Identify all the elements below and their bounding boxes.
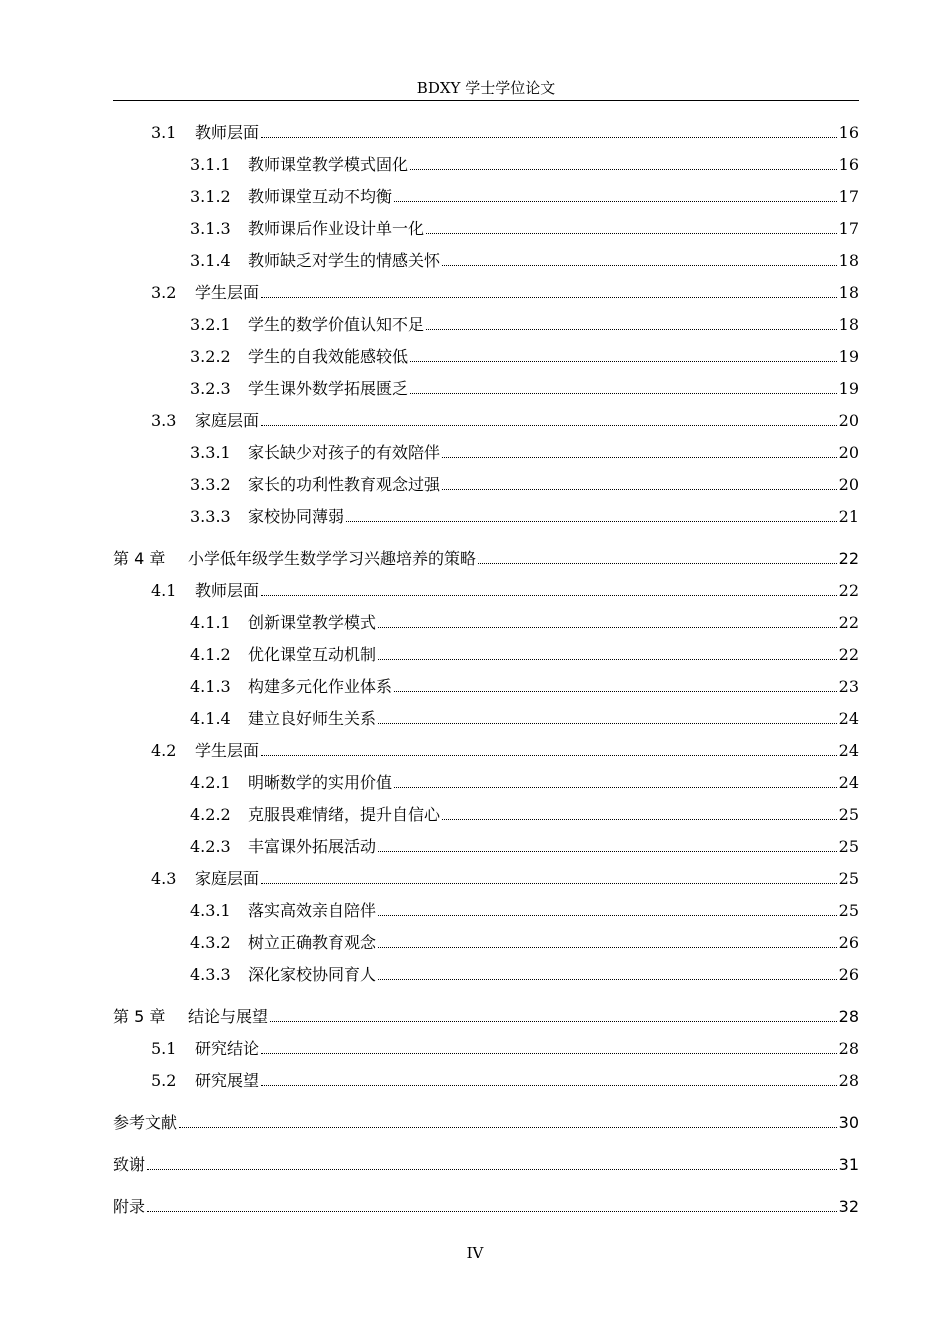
toc-entry-page: 18 [838, 283, 859, 302]
toc-entry-number: 4.3.2 [190, 933, 231, 952]
toc-entry-page: 25 [838, 869, 859, 888]
toc-entry-title: 教师层面 [195, 581, 260, 600]
toc-entry-number: 4.2 [151, 741, 177, 760]
toc-entry[interactable] [190, 799, 859, 825]
toc-entry-page: 32 [838, 1197, 859, 1216]
dot-leader [378, 914, 837, 916]
dot-leader [378, 978, 837, 980]
toc-entry-number: 4.1 [151, 581, 177, 600]
toc-entry[interactable] [190, 671, 859, 697]
toc-entry-page: 19 [838, 379, 859, 398]
toc-entry-title: 小学低年级学生数学学习兴趣培养的策略 [188, 549, 477, 568]
toc-entry-page: 28 [838, 1071, 859, 1090]
toc-entry-page: 28 [838, 1007, 859, 1026]
toc-entry-page: 16 [838, 123, 859, 142]
toc-entry-page: 16 [838, 155, 859, 174]
toc-entry[interactable] [190, 181, 859, 207]
dot-leader [261, 1084, 837, 1086]
toc-entry[interactable] [190, 341, 859, 367]
toc-entry-number: 3.3.2 [190, 475, 231, 494]
toc-entry-page: 20 [838, 475, 859, 494]
dot-leader [442, 264, 837, 266]
toc-entry-number: 3.3 [151, 411, 177, 430]
toc-entry-number: 4.1.1 [190, 613, 231, 632]
toc-entry-title: 丰富课外拓展活动 [248, 837, 377, 856]
toc-entry-title: 教师课后作业设计单一化 [248, 219, 425, 238]
toc-entry-number: 4.1.3 [190, 677, 231, 696]
toc-entry[interactable] [190, 213, 859, 239]
toc-entry-number: 4.3 [151, 869, 177, 888]
toc-entry-page: 24 [838, 773, 859, 792]
toc-entry[interactable] [151, 277, 859, 303]
toc-entry-title: 建立良好师生关系 [248, 709, 377, 728]
toc-entry-title: 家长缺少对孩子的有效陪伴 [248, 443, 441, 462]
dot-leader [426, 328, 837, 330]
toc-entry-title: 附录 [113, 1197, 146, 1216]
toc-entry-title: 教师缺乏对学生的情感关怀 [248, 251, 441, 270]
toc-entry-title: 结论与展望 [188, 1007, 269, 1026]
toc-entry-page: 26 [838, 965, 859, 984]
toc-entry-title: 教师课堂互动不均衡 [248, 187, 393, 206]
dot-leader [179, 1126, 837, 1128]
toc-entry[interactable] [151, 1033, 859, 1059]
toc-entry[interactable] [190, 703, 859, 729]
dot-leader [394, 690, 837, 692]
toc-entry-title: 家长的功利性教育观念过强 [248, 475, 441, 494]
dot-leader [410, 392, 837, 394]
toc-entry-title: 创新课堂教学模式 [248, 613, 377, 632]
dot-leader [410, 168, 837, 170]
toc-entry-title: 学生层面 [195, 741, 260, 760]
dot-leader [261, 296, 837, 298]
toc-entry-number: 第 5 章 [113, 1007, 166, 1026]
dot-leader [261, 754, 837, 756]
toc-entry-page: 28 [838, 1039, 859, 1058]
dot-leader [378, 658, 837, 660]
toc-entry-title: 明晰数学的实用价值 [248, 773, 393, 792]
toc-entry-page: 19 [838, 347, 859, 366]
toc-entry-number: 3.2.3 [190, 379, 231, 398]
dot-leader [394, 786, 837, 788]
toc-entry-number: 4.1.2 [190, 645, 231, 664]
toc-entry-number: 4.3.3 [190, 965, 231, 984]
toc-entry-title: 构建多元化作业体系 [248, 677, 393, 696]
toc-entry-page: 17 [838, 187, 859, 206]
toc-entry[interactable] [190, 959, 859, 985]
toc-entry-title: 家庭层面 [195, 411, 260, 430]
toc-entry-page: 22 [838, 613, 859, 632]
toc-entry[interactable] [113, 543, 859, 569]
toc-entry-page: 18 [838, 251, 859, 270]
toc-entry[interactable] [190, 895, 859, 921]
toc-entry-number: 4.3.1 [190, 901, 231, 920]
toc-entry-page: 24 [838, 741, 859, 760]
toc-entry-page: 25 [838, 805, 859, 824]
dot-leader [442, 818, 837, 820]
toc-entry[interactable] [151, 1065, 859, 1091]
toc-entry-title: 克服畏难情绪，提升自信心 [248, 805, 441, 824]
toc-entry[interactable] [190, 767, 859, 793]
toc-entry[interactable] [190, 469, 859, 495]
toc-entry-number: 4.1.4 [190, 709, 231, 728]
toc-entry[interactable] [151, 863, 859, 889]
toc-entry[interactable] [113, 1149, 859, 1175]
toc-entry-number: 3.2.1 [190, 315, 231, 334]
dot-leader [261, 594, 837, 596]
toc-entry[interactable] [151, 405, 859, 431]
dot-leader [261, 882, 837, 884]
toc-entry-page: 22 [838, 645, 859, 664]
toc-entry-title: 研究结论 [195, 1039, 260, 1058]
toc-entry-number: 3.1.1 [190, 155, 231, 174]
toc-entry[interactable] [113, 1001, 859, 1027]
toc-entry-page: 22 [838, 549, 859, 568]
dot-leader [261, 1052, 837, 1054]
dot-leader [378, 722, 837, 724]
dot-leader [261, 424, 837, 426]
toc-entry-title: 研究展望 [195, 1071, 260, 1090]
toc-entry-number: 3.1.2 [190, 187, 231, 206]
toc-entry-page: 31 [838, 1155, 859, 1174]
dot-leader [394, 200, 837, 202]
toc-entry-title: 教师课堂教学模式固化 [248, 155, 409, 174]
toc-entry-page: 25 [838, 901, 859, 920]
dot-leader [147, 1210, 837, 1212]
toc-entry[interactable] [151, 117, 859, 143]
dot-leader [147, 1168, 837, 1170]
toc-entry-number: 3.1.4 [190, 251, 231, 270]
toc-entry-number: 3.1.3 [190, 219, 231, 238]
toc-entry[interactable] [190, 373, 859, 399]
toc-entry[interactable] [190, 607, 859, 633]
dot-leader [378, 626, 837, 628]
dot-leader [261, 136, 837, 138]
toc-entry-title: 优化课堂互动机制 [248, 645, 377, 664]
toc-entry-number: 4.2.3 [190, 837, 231, 856]
toc-entry-page: 25 [838, 837, 859, 856]
running-header: BDXY 学士学位论文 [416, 79, 556, 97]
toc-entry[interactable] [190, 149, 859, 175]
toc-entry[interactable] [190, 831, 859, 857]
dot-leader [410, 360, 837, 362]
dot-leader [346, 520, 837, 522]
toc-entry[interactable] [190, 245, 859, 271]
toc-entry-page: 24 [838, 709, 859, 728]
toc-entry[interactable] [190, 309, 859, 335]
toc-entry-number: 5.2 [151, 1071, 177, 1090]
dot-leader [442, 488, 837, 490]
toc-entry-number: 4.2.2 [190, 805, 231, 824]
toc-entry-title: 致谢 [113, 1155, 146, 1174]
toc-entry-page: 17 [838, 219, 859, 238]
toc-entry-title: 深化家校协同育人 [248, 965, 377, 984]
toc-entry-number: 第 4 章 [113, 549, 166, 568]
toc-entry[interactable] [190, 927, 859, 953]
dot-leader [378, 946, 837, 948]
toc-entry[interactable] [151, 735, 859, 761]
toc-entry-page: 30 [838, 1113, 859, 1132]
toc-entry[interactable] [113, 1191, 859, 1217]
dot-leader [478, 562, 837, 564]
toc-entry-title: 家校协同薄弱 [248, 507, 345, 526]
toc-entry-title: 落实高效亲自陪伴 [248, 901, 377, 920]
toc-entry[interactable] [190, 639, 859, 665]
toc-entry-title: 家庭层面 [195, 869, 260, 888]
toc-entry[interactable] [151, 575, 859, 601]
dot-leader [442, 456, 837, 458]
toc-entry[interactable] [190, 501, 859, 527]
header-rule [113, 100, 859, 101]
toc-entry-title: 学生的数学价值认知不足 [248, 315, 425, 334]
toc-entry-page: 20 [838, 443, 859, 462]
page-number: IV [466, 1244, 484, 1262]
toc-entry[interactable] [113, 1107, 859, 1133]
toc-entry-title: 学生的自我效能感较低 [248, 347, 409, 366]
dot-leader [270, 1020, 837, 1022]
toc-entry-page: 26 [838, 933, 859, 952]
toc-entry[interactable] [190, 437, 859, 463]
toc-entry-number: 5.1 [151, 1039, 177, 1058]
toc-entry-title: 学生层面 [195, 283, 260, 302]
toc-entry-number: 3.3.3 [190, 507, 231, 526]
toc-entry-page: 22 [838, 581, 859, 600]
toc-entry-page: 23 [838, 677, 859, 696]
toc-entry-number: 3.3.1 [190, 443, 231, 462]
toc-entry-number: 3.2 [151, 283, 177, 302]
toc-entry-title: 教师层面 [195, 123, 260, 142]
toc-entry-number: 3.1 [151, 123, 177, 142]
toc-entry-title: 学生课外数学拓展匮乏 [248, 379, 409, 398]
toc-entry-page: 20 [838, 411, 859, 430]
dot-leader [426, 232, 837, 234]
dot-leader [378, 850, 837, 852]
toc-entry-title: 树立正确教育观念 [248, 933, 377, 952]
toc-entry-title: 参考文献 [113, 1113, 178, 1132]
toc-entry-page: 18 [838, 315, 859, 334]
toc-entry-number: 4.2.1 [190, 773, 231, 792]
toc-entry-page: 21 [838, 507, 859, 526]
toc-entry-number: 3.2.2 [190, 347, 231, 366]
